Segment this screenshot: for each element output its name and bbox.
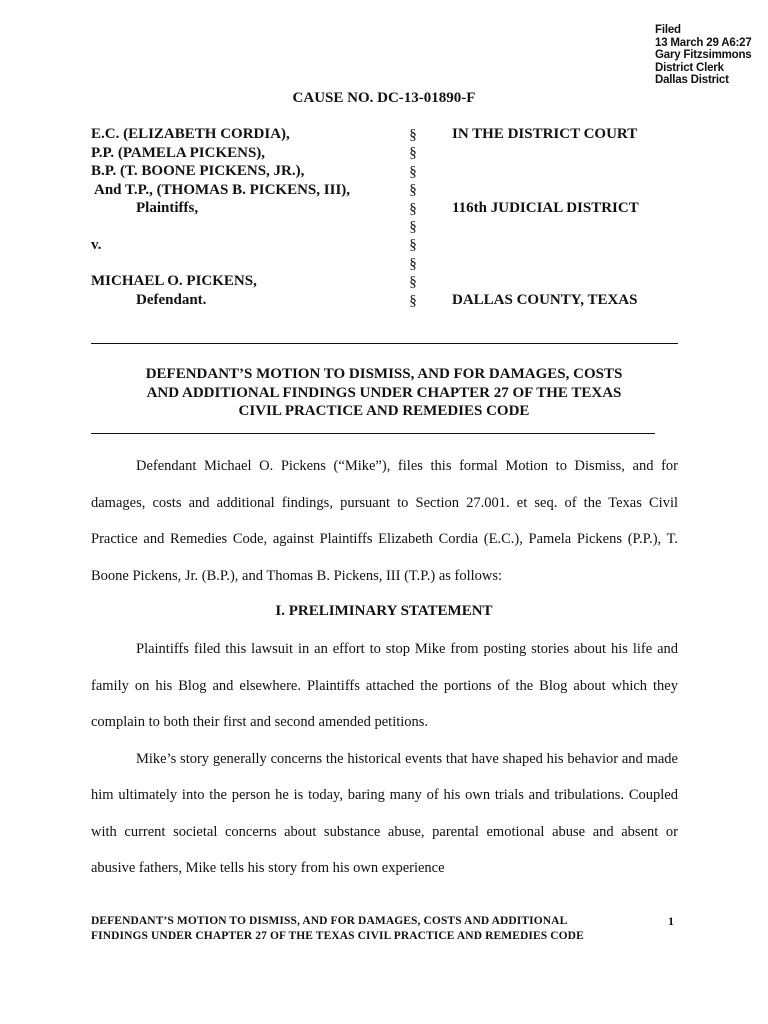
section-symbol: § (409, 237, 417, 254)
motion-title-line: AND ADDITIONAL FINDINGS UNDER CHAPTER 27 OF THE TEXAS (146, 384, 622, 401)
motion-title (80, 365, 688, 421)
section-symbol: § (409, 127, 417, 143)
footer-line: FINDINGS UNDER CHAPTER 27 OF THE TEXAS CIVIL PRACTICE AND REMEDIES CODE (91, 929, 584, 942)
section-symbol: § (409, 218, 417, 235)
plaintiff-line: E.C. (ELIZABETH CORDIA), (91, 126, 290, 142)
plaintiff-line: And T.P., (THOMAS B. PICKENS, III), (94, 182, 351, 198)
versus-label: v. (91, 237, 102, 253)
plaintiff-line: P.P. (PAMELA PICKENS), (91, 145, 266, 161)
section-symbol: § (409, 255, 417, 272)
section-heading: I. PRELIMINARY STATEMENT (275, 603, 493, 619)
defendant-label: Defendant. (136, 292, 207, 308)
section-symbol: § (409, 200, 417, 217)
court-name: IN THE DISTRICT COURT (452, 126, 638, 142)
judicial-district: 116th JUDICIAL DISTRICT (452, 200, 639, 216)
stamp-line: Gary Fitzsimmons (655, 49, 752, 61)
preliminary-statement (91, 631, 678, 887)
footer-line: DEFENDANT’S MOTION TO DISMISS, AND FOR DAMAGES, COSTS AND ADDITIONAL (91, 915, 568, 927)
plaintiff-line: B.P. (T. BOONE PICKENS, JR.), (91, 163, 305, 179)
intro-paragraph: Defendant Michael O. Pickens (“Mike”), files this formal Motion to Dismiss, and for damages, costs and additional findings, pursuant to Section 27.001. et seq. of the Texas Civil Practice and Remedies Code, against Plaintiffs Elizabeth Cordia (E.C.), Pamela Pickens (P.P.), T. Boone Pickens, Jr. (B.P.), and Thomas B. Pickens, III (T.P.) as follows: (91, 458, 678, 584)
page-number: 1 (668, 914, 674, 928)
cause-number: CAUSE NO. DC-13-01890-F (292, 90, 476, 106)
county-name: DALLAS COUNTY, TEXAS (452, 292, 638, 308)
defendant-name: MICHAEL O. PICKENS, (91, 273, 257, 289)
section-symbol: § (409, 163, 417, 180)
stamp-line: Dallas District (655, 74, 729, 86)
body-paragraph: Plaintiffs filed this lawsuit in an effort to stop Mike from posting stories about his life and family on his Blog and elsewhere. Plaintiffs attached the portions of the Blog about which they complain to both their first and second amended petitions. (91, 641, 678, 730)
section-symbol: § (409, 274, 417, 291)
motion-title-line: CIVIL PRACTICE AND REMEDIES CODE (238, 403, 530, 420)
body-paragraph: Mike’s story generally concerns the historical events that have shaped his behavior and made him ultimately into the person he is today, baring many of his own trials and tribulations. Coupled with current societal concerns about substance abuse, parental emotional abuse and absent or abusive fathers, Mike tells his story from his own experience (91, 750, 678, 876)
motion-title-line: DEFENDANT’S MOTION TO DISMISS, AND FOR DAMAGES, COSTS (145, 366, 623, 382)
stamp-line: 13 March 29 A6:27 (655, 36, 752, 49)
section-symbol: § (409, 182, 417, 199)
section-symbol: § (409, 292, 417, 309)
intro-section (91, 448, 678, 594)
stamp-line: Filed (655, 24, 681, 36)
caption-divider (91, 343, 678, 344)
section-symbol: § (409, 145, 417, 162)
plaintiffs-label: Plaintiffs, (136, 200, 199, 216)
stamp-line: District Clerk (655, 61, 724, 74)
title-divider (91, 433, 655, 434)
filing-stamp (655, 24, 765, 87)
page-footer (91, 914, 651, 943)
section-symbol-column (403, 126, 423, 310)
